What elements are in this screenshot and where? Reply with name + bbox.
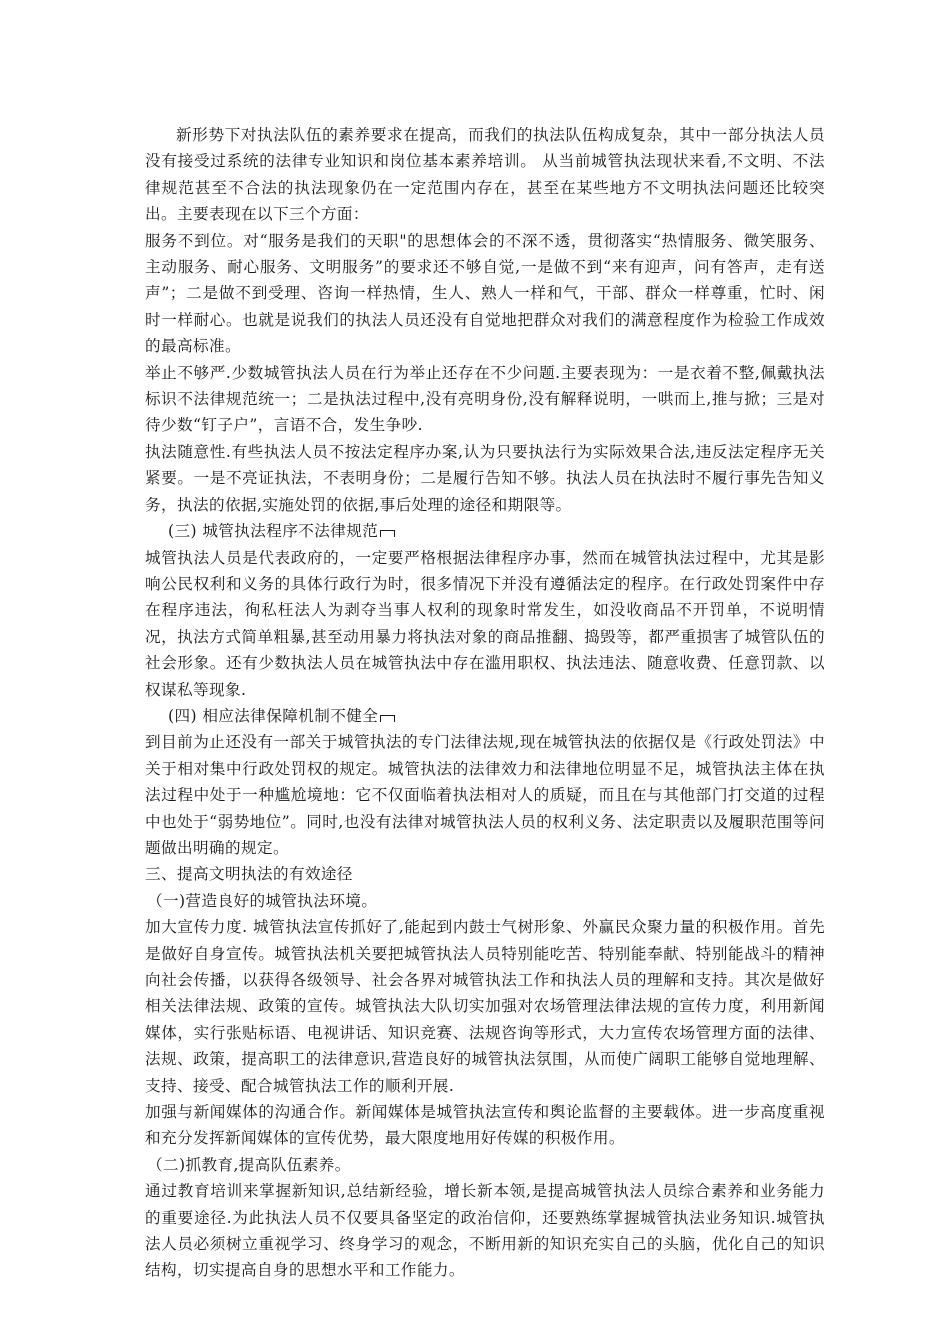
subsection-heading-1: （一)营造良好的城管执法环境。 — [147, 891, 378, 910]
paragraph-publicity: 加大宣传力度. 城管执法宣传抓好了,能起到内鼓士气树形象、外赢民众聚力量的积极作用。首先是做好自身宣传。城管执法机关要把城管执法人员特别能吃苦、特别能奉献、特别能战斗的精神向社会传播，以获得各级领导、社会各界对城管执法工作和执法人员的理解和支持。其次是做好相关法律法规、政策的宣传。城管执法大队切实加强对农场管理法律法规的宣传力度，利用新闻媒体，实行张贴标语、电视讲话、知识竞赛、法规咨询等形式，大力宣传农场管理方面的法律、法规、政策，提高职工的法律意识,营造良好的城管执法氛围，从而使广阔职工能够自觉地理解、支持、接受、配合城管执法工作的顺利开展. — [145, 918, 825, 1095]
paragraph-service: 服务不到位。对“服务是我们的天职"的思想体会的不深不透，贯彻落实“热情服务、微笑服务、主动服务、耐心服务、文明服务”的要求还不够自觉,一是做不到“来有迎声，问有答声，走有送声”；二是做不到受理、咨询一样热情，生人、熟人一样和气，干部、群众一样尊重，忙时、闲时一样耐心。也就是说我们的执法人员还没有自觉地把群众对我们的满意程度作为检验工作成效的最高标准。 — [145, 231, 825, 356]
paragraph-arbitrary: 执法随意性.有些执法人员不按法定程序办案,认为只要执法行为实际效果合法,违反法定程序无关紧要。一是不亮证执法，不表明身份；二是履行告知不够。执法人员在执法时不履行事先告知义务，执法的依据,实施处罚的依据,事后处理的途径和期限等。 — [145, 442, 825, 514]
subsection-heading-2: （二)抓教育,提高队伍素养。 — [147, 1155, 351, 1174]
section-heading-part3: 三、提高文明执法的有效途径 — [145, 865, 353, 884]
bracket-mark-icon — [380, 715, 395, 722]
bracket-mark-icon — [380, 530, 395, 537]
paragraph-legal: 到目前为止还没有一部关于城管执法的专门法律法规,现在城管执法的依据仅是《行政处罚法》中关于相对集中行政处罚权的规定。城管执法的法律效力和法律地位明显不足，城管执法主体在执法过程中处于一种尴尬境地：它不仅面临着执法相对人的质疑，而且在与其他部门打交道的过程中也处于“弱势地位”。同时,也没有法律对城管执法人员的权利义务、法定职责以及履职范围等问题做出明确的规定。 — [145, 733, 825, 857]
document-page — [145, 122, 825, 1284]
paragraph-intro: 新形势下对执法队伍的素养要求在提高，而我们的执法队伍构成复杂，其中一部分执法人员没有接受过系统的法律专业知识和岗位基本素养培训。 从当前城管执法现状来看,不文明、不法律规范甚至不合法的执法现象仍在一定范围内存在，甚至在某些地方不文明执法问题还比较突出。主要表现在以下三个方面： — [145, 126, 825, 224]
section-heading-4 — [145, 703, 825, 729]
paragraph-conduct: 举止不够严.少数城管执法人员在行为举止还存在不少问题.主要表现为：一是衣着不整,佩戴执法标识不法律规范统一；二是执法过程中,没有亮明身份,没有解释说明，一哄而上,推与掀；三是对待少数“钉子户”，言语不合，发生争吵. — [145, 363, 825, 435]
section-heading-4-text: (四) 相应法律保障机制不健全 — [168, 706, 379, 725]
section-heading-3 — [145, 518, 825, 544]
paragraph-training: 通过教育培训来掌握新知识,总结新经验，增长新本领,是提高城管执法人员综合素养和业务能力的重要途径.为此执法人员不仅要具备坚定的政治信仰，还要熟练掌握城管执法业务知识.城管执法人员必须树立重视学习、终身学习的观念，不断用新的知识充实自己的头脑，优化自己的知识结构，切实提高自身的思想水平和工作能力。 — [145, 1182, 825, 1280]
paragraph-procedure: 城管执法人员是代表政府的，一定要严格根据法律程序办事，然而在城管执法过程中，尤其是影响公民权利和义务的具体行政行为时，很多情况下并没有遵循法定的程序。在行政处罚案件中存在程序违法，徇私枉法人为剥夺当事人权利的现象时常发生，如没收商品不开罚单，不说明情况，执法方式简单粗暴,甚至动用暴力将执法对象的商品推翻、捣毁等，都严重损害了城管队伍的社会形象。还有少数执法人员在城管执法中存在滥用职权、执法违法、随意收费、任意罚款、以权谋私等现象. — [145, 548, 825, 699]
paragraph-media: 加强与新闻媒体的沟通合作。新闻媒体是城管执法宣传和舆论监督的主要载体。进一步高度重视和充分发挥新闻媒体的宣传优势，最大限度地用好传媒的积极作用。 — [145, 1103, 825, 1148]
section-heading-3-text: (三) 城管执法程序不法律规范 — [168, 522, 379, 541]
